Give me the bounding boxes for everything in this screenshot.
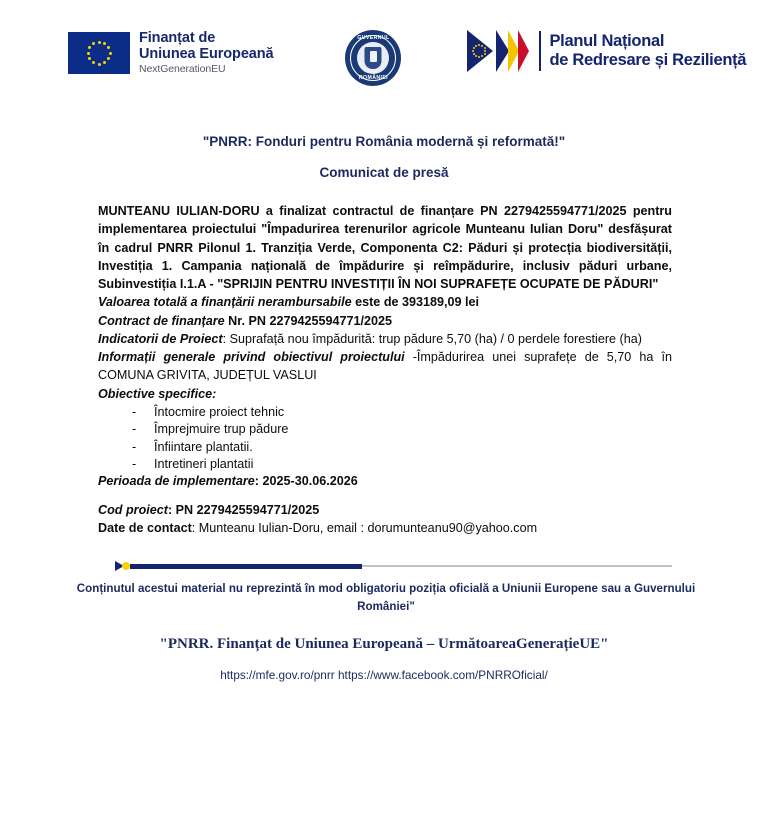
contract-number-line bbox=[98, 312, 672, 330]
separator-grey-bar bbox=[362, 565, 672, 567]
eu-funding-logo bbox=[68, 30, 273, 76]
period-label: Perioada de implementare bbox=[98, 474, 255, 489]
footer-urls: https://mfe.gov.ro/pnrr https://www.facebook.com/PNRROficial/ bbox=[220, 668, 548, 683]
pnrr-tricolor-chevron-icon bbox=[496, 30, 529, 72]
list-item: - Înfiintare plantatii. bbox=[132, 439, 672, 456]
project-code-text: : PN 2279425594771/2025 bbox=[167, 502, 320, 517]
romanian-government-seal-icon bbox=[345, 30, 401, 86]
contact-line bbox=[98, 519, 672, 537]
project-code-label: Cod proiect bbox=[98, 502, 168, 517]
footer-separator bbox=[115, 561, 672, 571]
eu-logo-line3: NextGenerationEU bbox=[139, 63, 226, 76]
eu-logo-line2: Uniunea Europeană bbox=[139, 46, 274, 63]
eu-logo-line1: Finanțat de bbox=[139, 30, 216, 46]
pnrr-logo-divider bbox=[539, 31, 541, 71]
separator-dot-icon bbox=[122, 562, 130, 570]
general-info-text: -Împădurirea unei suprafețe de 5,70 ha în COMUNA GRIVITA, JUDEȚUL VASLUI bbox=[98, 350, 672, 383]
list-item: - Intretineri plantatii bbox=[132, 456, 672, 473]
objectives-list bbox=[98, 404, 672, 474]
intro-paragraph: MUNTEANU IULIAN-DORU a finalizat contractul de finanțare PN 2279425594771/2025 pentru implementarea proiectului "Împadurirea terenurilor agricole Munteanu Iulian Doru" desfășurat în cadrul PNRR Pilonul 1. Tranziția Verde, Componenta C2: Păduri și protecția biodiversității, Investiția 1. Campania națională de împădurire și reîmpădurire, inclusiv păduri urbane, Subinvestiția I.1.A - "SPRIJIN PENTRU INVESTIȚII ÎN NOI SUPRAFEȚE OCUPATE DE PĂDURI" bbox=[98, 204, 672, 291]
contact-label: Date de contact bbox=[98, 521, 192, 536]
contract-label: Contract de finanțare bbox=[98, 313, 225, 328]
period-text: : 2025-30.06.2026 bbox=[254, 474, 358, 489]
eu-flag-icon bbox=[68, 32, 130, 74]
pnrr-logo-line2: de Redresare și Reziliență bbox=[549, 51, 747, 69]
indicators-text: : Suprafață nou împădurită: trup pădure 5,70 (ha) / 0 perdele forestiere (ha) bbox=[222, 331, 642, 346]
contract-text: Nr. PN 2279425594771/2025 bbox=[224, 313, 393, 328]
pnrr-logo-line1: Planul Național bbox=[549, 32, 665, 51]
pnrr-logo-text bbox=[549, 32, 746, 70]
total-value-label: Valoarea totală a finanțării nerambursabile bbox=[98, 295, 352, 310]
footer-tagline: "PNRR. Finanțat de Uniunea Europeană – UrmătoareaGenerațieUE" bbox=[159, 636, 609, 653]
logo-header-bar bbox=[0, 0, 768, 108]
document-body bbox=[98, 202, 672, 537]
indicators-label: Indicatorii de Proiect bbox=[98, 331, 223, 346]
seal-top-text: GUVERNUL bbox=[357, 35, 390, 41]
objectives-heading: Obiective specifice: bbox=[98, 386, 217, 401]
general-info-label: Informații generale privind obiectivul proiectului bbox=[98, 350, 405, 364]
list-item: - Împrejmuire trup pădure bbox=[132, 421, 672, 438]
list-item: - Întocmire proiect tehnic bbox=[132, 404, 672, 421]
contact-text: : Munteanu Iulian-Doru, email : dorumunteanu90@yahoo.com bbox=[191, 521, 538, 536]
page-title: "PNRR: Fonduri pentru România modernă și reformată!" bbox=[202, 134, 566, 149]
implementation-period-line bbox=[98, 474, 672, 488]
project-code-line bbox=[98, 501, 672, 519]
pnrr-logo bbox=[467, 30, 746, 72]
footer-disclaimer: Conținutul acestui material nu reprezintă în mod obligatoriu poziția oficială a Uniunii Europene sau a Guvernului României" bbox=[76, 582, 696, 613]
separator-navy-bar bbox=[130, 564, 362, 569]
eu-logo-text bbox=[139, 30, 273, 76]
pnrr-eu-chevron-icon bbox=[467, 30, 493, 72]
total-value-line bbox=[98, 293, 672, 311]
project-indicators-line bbox=[98, 330, 672, 348]
seal-eagle-crest-icon bbox=[365, 47, 382, 69]
tricolor-red-segment bbox=[518, 30, 529, 72]
general-info-line bbox=[98, 348, 672, 385]
page-subtitle: Comunicat de presă bbox=[319, 165, 449, 180]
total-value-text: este de 393189,09 lei bbox=[351, 295, 480, 310]
seal-bottom-text: ROMÂNIEI bbox=[358, 75, 389, 81]
pnrr-arrow-mark-icon bbox=[467, 30, 529, 72]
